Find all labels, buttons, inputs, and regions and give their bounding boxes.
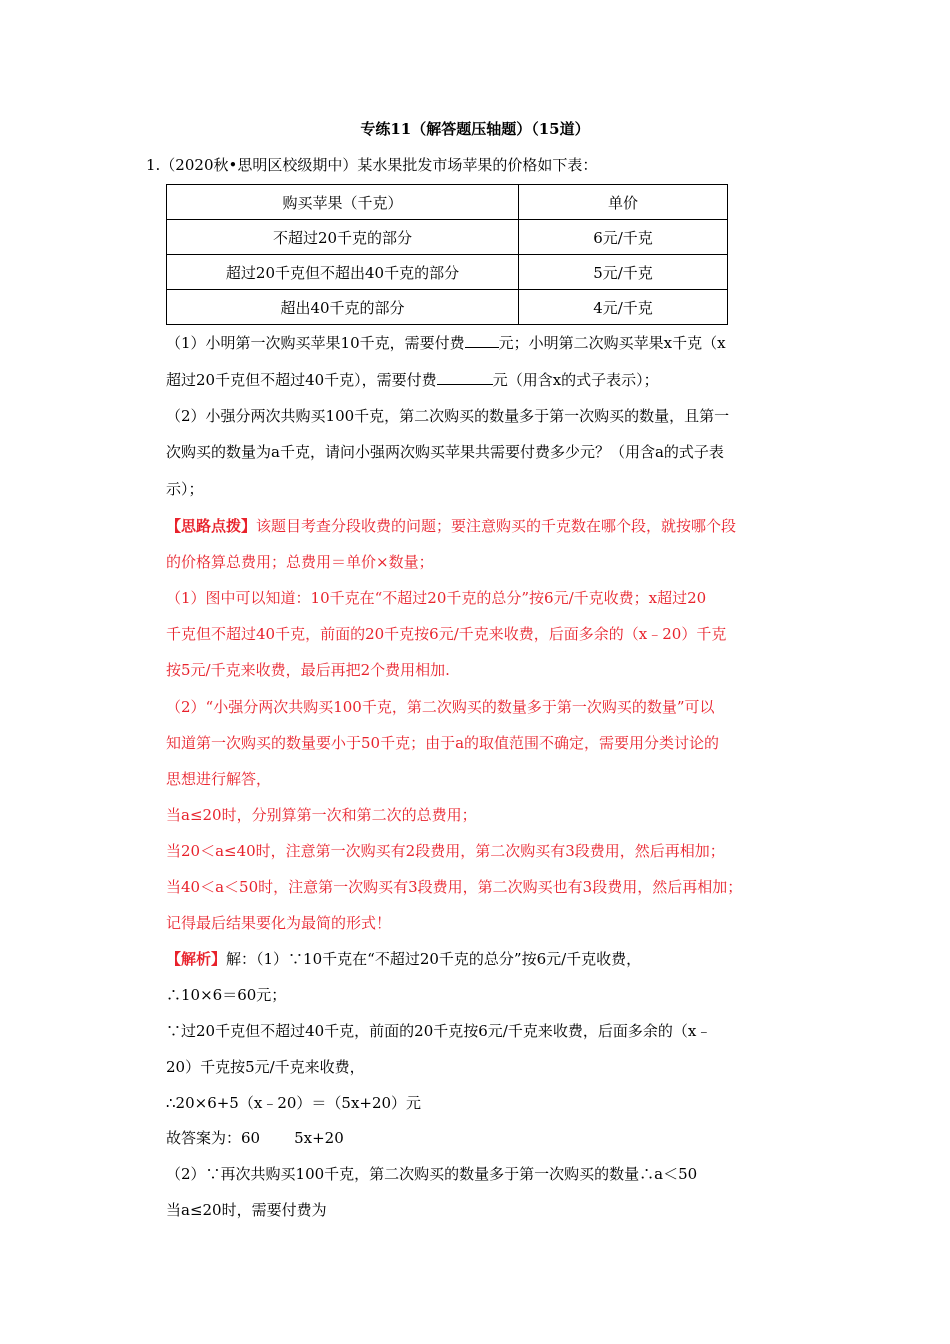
solution-line: 20）千克按5元/千克来收费， [166, 1058, 365, 1076]
hint-line: 千克但不超过40千克，前面的20千克按6元/千克来收费，后面多余的（x﹣20）千克 [166, 625, 727, 643]
question-text: 超过20千克但不超过40千克），需要付费 [166, 371, 437, 389]
question-text: （1）小明第一次购买苹果10千克，需要付费 [166, 334, 465, 352]
answer-blank [437, 369, 493, 385]
hint-line: 当a≤20时，分别算第一次和第二次的总费用； [166, 806, 477, 824]
solution-line: 当a≤20时，需要付费为 [166, 1201, 327, 1219]
table-header-cell: 单价 [519, 185, 728, 220]
hint-line: 记得最后结果要化为最简的形式！ [166, 914, 392, 932]
question-part2-line2: 次购买的数量为a千克，请问小强两次购买苹果共需要付费多少元？（用含a的式子表 [166, 443, 724, 461]
solution-line [166, 1128, 344, 1148]
question-part1-line1 [166, 332, 726, 353]
hint-line: 当40＜a＜50时，注意第一次购买有3段费用，第二次购买也有3段费用，然后再相加； [166, 878, 743, 896]
question-intro: 1.（2020秋•思明区校级期中）某水果批发市场苹果的价格如下表： [146, 156, 598, 174]
solution-tag: 【解析】 [166, 950, 227, 968]
question-part2-line3: 示）； [166, 480, 204, 498]
solution-line: ∴20×6+5（x﹣20）＝（5x+20）元 [166, 1094, 422, 1112]
hint-line [166, 516, 736, 536]
table-cell: 6元/千克 [519, 220, 728, 255]
table-cell: 超出40千克的部分 [167, 290, 519, 325]
table-cell: 不超过20千克的部分 [167, 220, 519, 255]
solution-line [166, 949, 641, 969]
question-part1-line2 [166, 369, 659, 390]
question-part2-line1: （2）小强分两次共购买100千克，第二次购买的数量多于第一次购买的数量，且第一 [166, 407, 730, 425]
hint-line: 知道第一次购买的数量要小于50千克；由于a的取值范围不确定，需要用分类讨论的 [166, 734, 720, 752]
solution-text: 5x+20 [294, 1129, 344, 1147]
table-row [167, 290, 728, 325]
table-header-row [167, 185, 728, 220]
hint-line: 思想进行解答， [166, 770, 272, 788]
solution-line: ∵过20千克但不超过40千克，前面的20千克按6元/千克来收费，后面多余的（x﹣ [166, 1022, 712, 1040]
hint-line: （2）“小强分两次共购买100千克，第二次购买的数量多于第一次购买的数量”可以 [166, 698, 715, 716]
table-cell: 4元/千克 [519, 290, 728, 325]
solution-text: 故答案为：60 [166, 1129, 261, 1147]
solution-line: （2）∵再次共购买100千克，第二次购买的数量多于第一次购买的数量∴a＜50 [166, 1165, 698, 1183]
table-header-cell: 购买苹果（千克） [167, 185, 519, 220]
hint-line: 当20＜a≤40时，注意第一次购买有2段费用，第二次购买有3段费用，然后再相加； [166, 842, 725, 860]
hint-tag: 【思路点拨】 [166, 517, 257, 535]
price-table [166, 184, 728, 325]
page-title: 专练11（解答题压轴题）（15道） [360, 120, 590, 138]
hint-line: 的价格算总费用；总费用＝单价×数量； [166, 553, 434, 571]
hint-line: （1）图中可以知道：10千克在“不超过20千克的总分”按6元/千克收费；x超过20 [166, 589, 707, 607]
solution-line: ∴10×6＝60元； [166, 986, 287, 1004]
question-text: 元（用含x的式子表示）； [492, 371, 659, 389]
answer-blank [465, 332, 499, 348]
table-cell: 5元/千克 [519, 255, 728, 290]
solution-text: 解：（1）∵10千克在“不超过20千克的总分”按6元/千克收费， [226, 950, 642, 968]
table-row [167, 220, 728, 255]
table-row [167, 255, 728, 290]
question-text: 元；小明第二次购买苹果x千克（x [498, 334, 726, 352]
hint-text: 该题目考查分段收费的问题；要注意购买的千克数在哪个段，就按哪个段 [256, 517, 737, 535]
table-cell: 超过20千克但不超出40千克的部分 [167, 255, 519, 290]
hint-line: 按5元/千克来收费，最后再把2个费用相加. [166, 661, 450, 679]
